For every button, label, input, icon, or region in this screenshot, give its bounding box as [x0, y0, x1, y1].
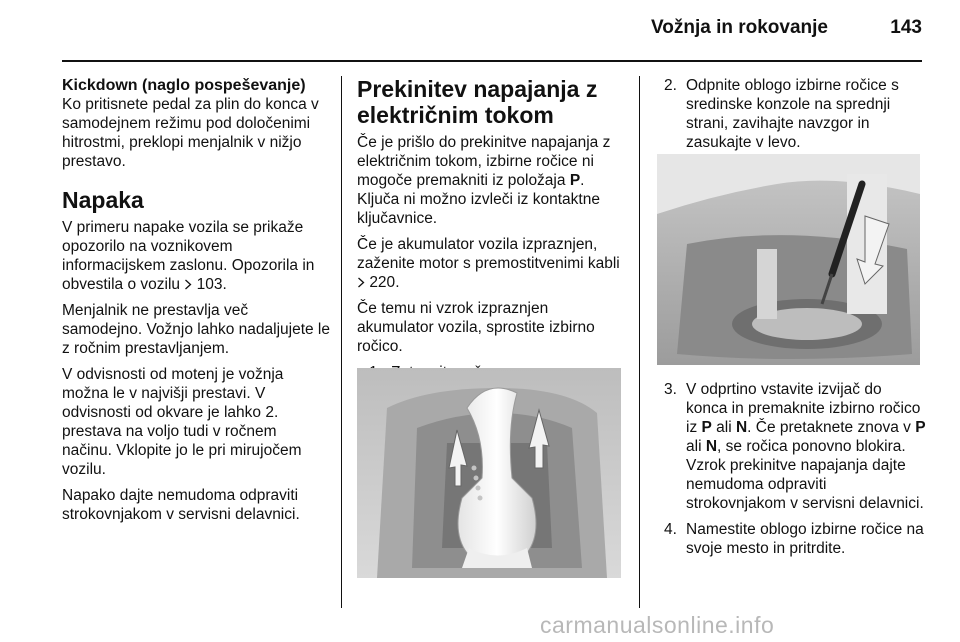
- fault-heading: Napaka: [62, 187, 144, 213]
- column-2: [357, 76, 629, 389]
- watermark: carmanualsonline.info: [540, 612, 775, 638]
- step-3-part: ali: [686, 438, 706, 455]
- step-number: 3.: [664, 381, 677, 398]
- gear-n: N: [735, 419, 748, 436]
- step-4: [664, 520, 926, 558]
- gear-p: P: [915, 419, 926, 436]
- power-p2-end: .: [395, 274, 400, 291]
- power-p1-bold: P: [569, 172, 581, 189]
- kickdown-text: Ko pritisnete pedal za plin do konca v samodejnem režimu pod določenimi hitrostmi, preklopi menjalnik v nižjo prestavo.: [62, 96, 319, 170]
- step-3-part: . Če pretaknete znova v: [747, 419, 916, 436]
- page-header-title: Vožnja in rokovanje: [650, 17, 828, 38]
- power-interruption-heading: Prekinitev napajanja z električnim tokom: [357, 76, 598, 128]
- gear-selector-illustration: [357, 368, 621, 578]
- page-number: 143: [890, 17, 922, 38]
- step-3-part: V odprtino vstavite izvijač do konca in premaknite izbirno ročico iz: [686, 381, 921, 436]
- column-3-lower: [664, 380, 926, 565]
- power-p1-end: . Ključa ni možno izvleči iz kontaktne ključavnice.: [357, 172, 600, 227]
- column-separator: [341, 76, 342, 608]
- column-1: [62, 76, 330, 531]
- kickdown-heading: Kickdown (naglo pospeševanje): [62, 77, 306, 94]
- gear-p: P: [701, 419, 712, 436]
- column-3: [664, 76, 924, 159]
- step-3-part: , se ročica ponovno blokira. Vzrok prekinitve napajanja dajte nemudoma odpraviti strokovnjakom v servisni delavnici.: [686, 438, 924, 512]
- page-reference-arrow-icon: [184, 276, 192, 293]
- step-2: [664, 76, 924, 152]
- power-p1-text: Če je prišlo do prekinitve napajanja z električnim tokom, izbirne ročice ni mogoče premakniti iz položaja: [357, 134, 611, 189]
- step-number: 4.: [664, 521, 677, 538]
- step-text: Odpnite oblogo izbirne ročice s sredinske konzole na sprednji strani, zavihajte navzgor in zasukajte v levo.: [686, 77, 899, 151]
- screwdriver-illustration: [657, 154, 920, 365]
- power-paragraph-2: [357, 235, 629, 292]
- power-p2-ref[interactable]: 220: [369, 274, 396, 291]
- fault-p1-text: V primeru napake vozila se prikaže opozorilo na voznikovem informacijskem zaslonu. Opozorila in obvestila o vozilu: [62, 219, 315, 293]
- fault-paragraph-4: Napako dajte nemudoma odpraviti strokovnjakom v servisni delavnici.: [62, 487, 300, 523]
- power-paragraph-1: [357, 133, 629, 228]
- step-text: Namestite oblogo izbirne ročice na svoje mesto in pritrdite.: [686, 521, 924, 557]
- step-number: 2.: [664, 77, 677, 94]
- header-rule: [62, 60, 922, 62]
- power-p2-text: Če je akumulator vozila izpraznjen, zaženite motor s premostitvenimi kabli: [357, 236, 620, 272]
- step-3: [664, 380, 926, 513]
- power-paragraph-3: Če temu ni vzrok izpraznjen akumulator vozila, sprostite izbirno ročico.: [357, 300, 595, 355]
- fault-paragraph-3: V odvisnosti od motenj je vožnja možna le v najvišji prestavi. V odvisnosti od okvare je lahko 2. prestava na voljo tudi v ročnem načinu. Vklopite jo le pri mirujočem vozilu.: [62, 366, 302, 478]
- page-reference-arrow-icon: [357, 274, 365, 291]
- step-3-part: ali: [711, 419, 736, 436]
- fault-p1-end: .: [222, 276, 227, 293]
- fault-p1-ref[interactable]: 103: [196, 276, 223, 293]
- fault-paragraph-2: Menjalnik ne prestavlja več samodejno. Vožnjo lahko nadaljujete le z ročnim prestavljanjem.: [62, 302, 330, 357]
- step-3-text: [686, 381, 926, 512]
- fault-paragraph-1: [62, 218, 330, 294]
- column-separator: [639, 76, 640, 608]
- gear-n: N: [705, 438, 718, 455]
